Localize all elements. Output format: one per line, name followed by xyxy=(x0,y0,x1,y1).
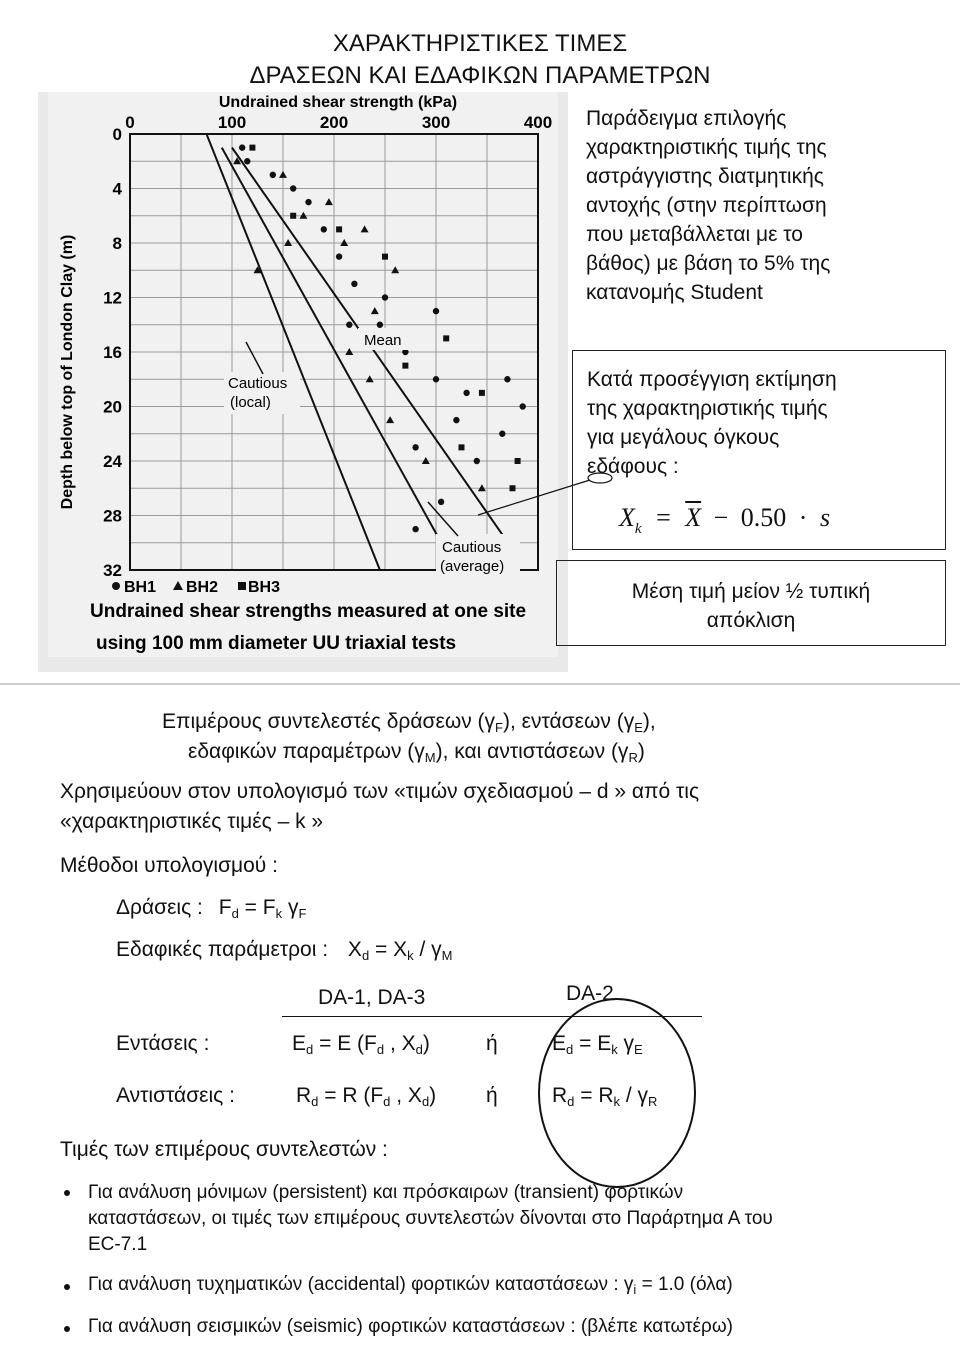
annotation-mean: Mean xyxy=(364,332,402,349)
example-line: αστράγγιστης διατμητικής xyxy=(586,165,824,188)
approx-line: για μεγάλους όγκους xyxy=(587,426,780,449)
resistances-da2 xyxy=(552,1082,657,1110)
da13-label: DA-1, DA-3 xyxy=(318,986,426,1009)
heading-sub: F xyxy=(495,720,503,735)
y-tick-label: 8 xyxy=(112,234,122,253)
formula-k: k xyxy=(634,521,642,537)
resistances-da13 xyxy=(296,1082,436,1110)
shear-strength-chart xyxy=(38,92,568,672)
y-axis-label: Depth below top of London Clay (m) xyxy=(59,234,76,510)
chart-title: Undrained shear strength (kPa) xyxy=(218,94,458,111)
eq-sub: E xyxy=(634,1042,643,1057)
eq-text: / γ xyxy=(625,1084,649,1107)
data-point-bh1 xyxy=(382,294,388,300)
eq-text: ) xyxy=(429,1084,437,1107)
heading-text: εδαφικών παραμέτρων (γ xyxy=(188,740,425,763)
methods-label: Μέθοδοι υπολογισμού : xyxy=(60,854,278,877)
actions-eq: = F xyxy=(244,896,276,919)
x-tick-label: 200 xyxy=(319,113,349,132)
eq-sub: k xyxy=(613,1094,621,1109)
eq-text: = R xyxy=(580,1084,614,1107)
y-tick-label: 32 xyxy=(103,561,122,580)
chart-caption-line2: using 100 mm diameter UU triaxial tests xyxy=(96,633,457,654)
annotation-average-2: (average) xyxy=(440,558,505,575)
bullet-3: Για ανάλυση σεισμικών (seismic) φορτικών καταστάσεων : (βλέπε κατωτέρω) xyxy=(88,1316,733,1337)
data-point-bh1 xyxy=(438,499,444,505)
data-point-bh3 xyxy=(382,254,388,260)
actions-row xyxy=(116,894,306,922)
heading-sub: M xyxy=(424,750,436,765)
soil-label: Εδαφικές παράμετροι : xyxy=(116,938,329,961)
soil-x: X xyxy=(347,938,362,961)
heading-text: ) xyxy=(637,740,645,763)
ties-da13 xyxy=(292,1030,430,1058)
eq-text: E xyxy=(292,1032,307,1055)
data-point-bh3 xyxy=(515,458,521,464)
data-point-bh3 xyxy=(459,444,465,450)
eq-text: = E xyxy=(579,1032,612,1055)
y-tick-label: 24 xyxy=(103,452,122,471)
data-point-bh1 xyxy=(433,376,439,382)
annotation-average-1: Cautious xyxy=(442,539,502,556)
eq-sub: d xyxy=(311,1094,319,1109)
eq-sub: R xyxy=(648,1094,658,1109)
heading-text: Επιμέρους συντελεστές δράσεων (γ xyxy=(162,710,496,733)
data-point-bh1 xyxy=(453,417,459,423)
eq-text: = E (F xyxy=(319,1032,377,1055)
x-tick-label: 400 xyxy=(523,113,553,132)
use-text-line1: Χρησιμεύουν στον υπολογισμό των «τιμών σχεδιασμού – d » από τις xyxy=(60,780,700,803)
data-point-bh1 xyxy=(321,226,327,232)
soil-sub: k xyxy=(407,948,414,963)
section-divider xyxy=(0,683,960,685)
data-point-bh1 xyxy=(504,376,510,382)
soil-sub: d xyxy=(361,948,370,963)
legend-bh2: BH2 xyxy=(186,579,219,596)
annotation-local-2: (local) xyxy=(230,394,271,411)
formula-eq: = xyxy=(656,503,671,532)
legend-bh1-marker xyxy=(112,582,120,590)
soil-slash: / γ xyxy=(419,938,442,961)
approx-line: εδάφους : xyxy=(587,455,679,478)
actions-label: Δράσεις : xyxy=(116,896,203,919)
actions-f: F xyxy=(218,896,232,919)
example-line: κατανομής Student xyxy=(586,281,763,304)
x-tick-label: 300 xyxy=(421,113,451,132)
eq-sub: d xyxy=(383,1094,391,1109)
factors-heading-line2 xyxy=(188,738,645,766)
eq-sub: d xyxy=(421,1094,430,1109)
use-text-line2: «χαρακτηριστικές τιμές – k » xyxy=(60,810,324,833)
approximation-box xyxy=(572,350,946,550)
data-point-bh3 xyxy=(249,145,255,151)
characteristic-formula xyxy=(619,503,830,538)
soil-sub: M xyxy=(441,948,453,963)
resistances-or: ή xyxy=(486,1084,498,1107)
data-point-bh1 xyxy=(351,281,357,287)
data-point-bh1 xyxy=(270,172,276,178)
soil-eq: = X xyxy=(375,938,408,961)
data-point-bh1 xyxy=(239,144,245,150)
data-point-bh1 xyxy=(346,322,352,328)
data-point-bh1 xyxy=(244,158,250,164)
approx-line: Κατά προσέγγιση εκτίμηση xyxy=(587,368,837,391)
eq-sub: d xyxy=(306,1042,314,1057)
resistances-label: Αντιστάσεις : xyxy=(116,1084,235,1107)
ties-da2 xyxy=(552,1030,643,1058)
eq-sub: d xyxy=(376,1042,385,1057)
example-line: βάθος) με βάση το 5% της xyxy=(586,252,831,275)
eq-sub: d xyxy=(567,1094,575,1109)
y-tick-label: 12 xyxy=(103,288,122,308)
ties-or: ή xyxy=(486,1032,498,1055)
actions-sub: d xyxy=(231,906,239,921)
approximation-text xyxy=(587,365,837,481)
example-line: χαρακτηριστικής τιμής της xyxy=(586,136,827,159)
data-point-bh1 xyxy=(520,403,526,409)
bullet-2-dot xyxy=(64,1284,70,1290)
actions-sub: k xyxy=(275,906,283,921)
heading-text: ), εντάσεων (γ xyxy=(503,710,635,733)
data-point-bh1 xyxy=(433,308,439,314)
page-title-line1: ΧΑΡΑΚΤΗΡΙΣΤΙΚΕΣ ΤΙΜΕΣ xyxy=(332,30,628,57)
eq-text: , X xyxy=(396,1084,422,1107)
eq-text: = R (F xyxy=(324,1084,384,1107)
example-line: Παράδειγμα επιλογής xyxy=(586,107,787,130)
data-point-bh1 xyxy=(499,431,505,437)
eq-sub: d xyxy=(566,1042,574,1057)
eq-text: E xyxy=(552,1032,567,1055)
caption-line1: Μέση τιμή μείον ½ τυπική xyxy=(631,580,871,603)
data-point-bh1 xyxy=(377,322,383,328)
eq-sub: d xyxy=(415,1042,423,1057)
x-tick-label: 0 xyxy=(125,113,135,132)
y-tick-label: 4 xyxy=(112,179,122,199)
eq-text: ) xyxy=(422,1032,430,1055)
heading-sub: R xyxy=(628,750,638,765)
formula-coef: 0.50 xyxy=(740,503,787,532)
approx-line: της χαρακτηριστικής τιμής xyxy=(587,397,828,420)
bullet-1-line: Για ανάλυση μόνιμων (persistent) και πρόσκαιρων (transient) φορτικών xyxy=(88,1182,684,1203)
data-point-bh1 xyxy=(336,253,342,259)
formula-dot: · xyxy=(798,503,808,532)
da2-label: DA-2 xyxy=(566,982,614,1005)
heading-sub: E xyxy=(634,720,643,735)
bullet-2 xyxy=(88,1272,733,1298)
formula-minus: − xyxy=(713,503,729,532)
data-point-bh1 xyxy=(463,390,469,396)
caption-line2: απόκλιση xyxy=(706,609,796,632)
eq-sub: k xyxy=(611,1042,618,1057)
data-point-bh1 xyxy=(305,199,311,205)
data-point-bh3 xyxy=(336,226,342,232)
bullet-2-text: Για ανάλυση τυχηματικών (accidental) φορτικών καταστάσεων : γ xyxy=(88,1274,634,1295)
legend-bh1: BH1 xyxy=(124,579,157,596)
soil-row xyxy=(116,936,452,964)
data-point-bh3 xyxy=(402,363,408,369)
bullet-1-line: ΕC-7.1 xyxy=(88,1234,148,1255)
eq-text: R xyxy=(296,1084,312,1107)
data-point-bh1 xyxy=(412,444,418,450)
y-tick-label: 16 xyxy=(103,343,122,362)
example-line: αντοχής (στην περίπτωση xyxy=(586,194,827,217)
y-tick-label: 28 xyxy=(103,506,122,526)
factors-heading-line1 xyxy=(162,708,656,736)
caption-box xyxy=(556,560,946,646)
data-point-bh3 xyxy=(290,213,296,219)
y-tick-label: 0 xyxy=(112,125,122,144)
data-point-bh1 xyxy=(412,526,418,532)
bullet-3-dot xyxy=(64,1326,70,1332)
heading-text: ), xyxy=(642,710,656,733)
data-point-bh3 xyxy=(479,390,485,396)
eq-text: , X xyxy=(389,1032,416,1055)
values-heading: Τιμές των επιμέρους συντελεστών : xyxy=(60,1138,388,1161)
ties-label: Εντάσεις : xyxy=(116,1032,210,1055)
bullet-1-line: καταστάσεων, οι τιμές των επιμέρους συντελεστών δίνονται στο Παράρτημα Α του xyxy=(88,1208,773,1229)
eq-text: R xyxy=(552,1084,568,1107)
formula-s: s xyxy=(819,503,831,532)
example-line: που μεταβάλλεται με το xyxy=(586,223,803,246)
data-point-bh3 xyxy=(443,335,449,341)
legend-bh3: BH3 xyxy=(248,579,281,596)
actions-sub: F xyxy=(298,906,307,921)
formula-mean: $\overline{X}$ xyxy=(685,503,702,532)
chart-caption-line1: Undrained shear strengths measured at one site xyxy=(90,601,527,622)
example-description xyxy=(586,104,946,307)
x-tick-label: 100 xyxy=(217,113,247,132)
bullet-1-dot xyxy=(64,1190,70,1196)
annotation-local-1: Cautious xyxy=(228,375,288,392)
bullet-2-sub: i xyxy=(633,1282,637,1297)
heading-text: ), και αντιστάσεων (γ xyxy=(435,740,629,763)
eq-text: γ xyxy=(623,1032,635,1055)
y-tick-label: 20 xyxy=(103,397,122,417)
actions-gamma: γ xyxy=(287,896,299,919)
data-point-bh1 xyxy=(474,458,480,464)
data-point-bh1 xyxy=(290,185,296,191)
formula-x: X xyxy=(619,503,635,532)
bullet-1 xyxy=(88,1180,773,1258)
bullet-2-text: = 1.0 (όλα) xyxy=(641,1274,733,1295)
page-title-line2: ΔΡΑΣΕΩΝ ΚΑΙ ΕΔΑΦΙΚΩΝ ΠΑΡΑΜΕΤΡΩΝ xyxy=(249,62,711,89)
legend-bh3-marker xyxy=(238,582,246,590)
